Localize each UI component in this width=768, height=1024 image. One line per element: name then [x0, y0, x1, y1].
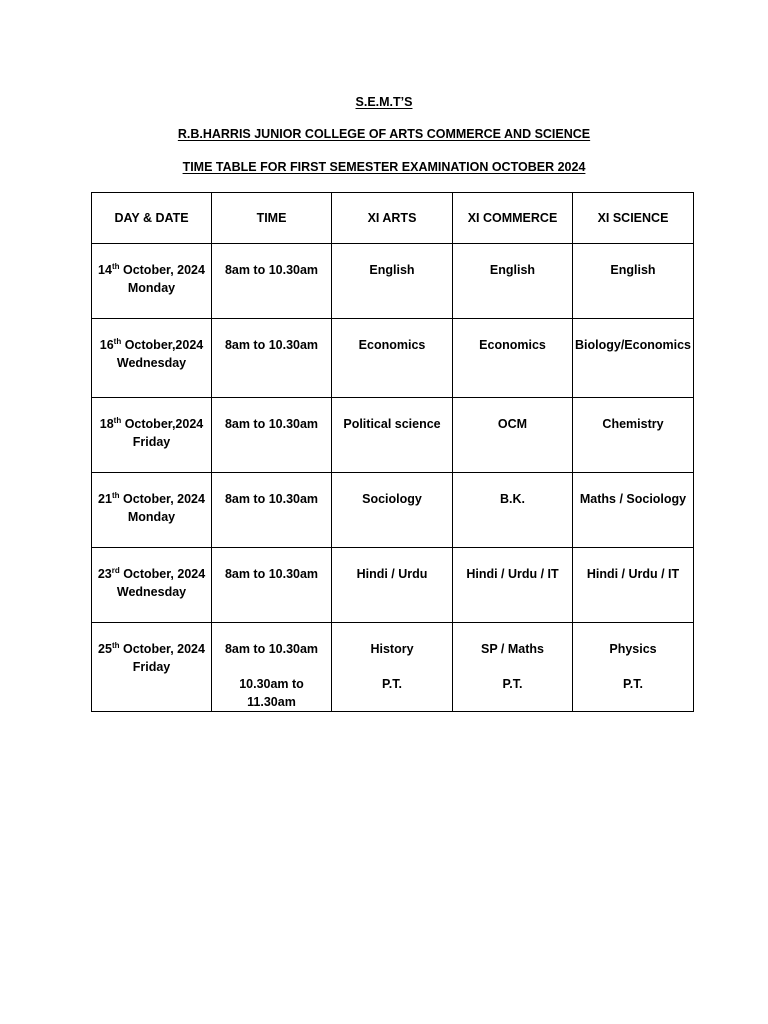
weekday-text: Friday	[132, 660, 171, 674]
commerce-subject-cell: SP / Maths P.T.	[453, 623, 573, 712]
arts-subject-cell: Economics	[332, 319, 453, 398]
weekday-text: Wednesday	[116, 585, 187, 599]
weekday-text: Monday	[127, 510, 176, 524]
science-subject-cell: Hindi / Urdu / IT	[573, 548, 694, 623]
commerce-subject-cell: Economics	[453, 319, 573, 398]
column-header-xi-arts: XI ARTS	[332, 193, 453, 244]
column-header-xi-commerce: XI COMMERCE	[453, 193, 573, 244]
date-text: 23rd October, 2024	[97, 565, 206, 581]
column-header-day-date: DAY & DATE	[92, 193, 212, 244]
date-cell	[92, 398, 212, 473]
date-text: 25th October, 2024	[98, 640, 205, 656]
science-subject-cell: Maths / Sociology	[573, 473, 694, 548]
date-text: 21th October, 2024	[98, 490, 205, 506]
time-cell: 8am to 10.30am	[212, 398, 332, 473]
table-row	[92, 244, 694, 319]
time-cell: 8am to 10.30am 10.30am to 11.30am	[212, 623, 332, 712]
commerce-subject-cell: English	[453, 244, 573, 319]
time-cell: 8am to 10.30am	[212, 548, 332, 623]
column-header-xi-science: XI SCIENCE	[573, 193, 694, 244]
commerce-subject-cell: Hindi / Urdu / IT	[453, 548, 573, 623]
science-subject-cell: Physics P.T.	[573, 623, 694, 712]
weekday-text: Monday	[127, 281, 176, 295]
table-row	[92, 623, 694, 712]
institution-short-name: S.E.M.T’S	[355, 95, 413, 109]
table-header-row	[92, 193, 694, 244]
science-subject-cell: Chemistry	[573, 398, 694, 473]
date-text: 16th October,2024	[99, 336, 204, 352]
commerce-subject-cell: B.K.	[453, 473, 573, 548]
time-cell: 8am to 10.30am	[212, 319, 332, 398]
date-cell	[92, 319, 212, 398]
science-subject-cell: Biology/Economics	[573, 319, 694, 398]
date-cell	[92, 473, 212, 548]
arts-subject-cell: Sociology	[332, 473, 453, 548]
table-row	[92, 473, 694, 548]
science-subject-cell: English	[573, 244, 694, 319]
date-cell	[92, 623, 212, 712]
timetable-title: TIME TABLE FOR FIRST SEMESTER EXAMINATION OCTOBER 2024	[182, 160, 586, 174]
arts-subject-cell: Hindi / Urdu	[332, 548, 453, 623]
arts-subject-cell: History P.T.	[332, 623, 453, 712]
date-cell	[92, 244, 212, 319]
date-text: 18th October,2024	[99, 415, 204, 431]
table-row	[92, 548, 694, 623]
commerce-subject-cell: OCM	[453, 398, 573, 473]
weekday-text: Wednesday	[116, 356, 187, 370]
date-text: 14th October, 2024	[98, 261, 205, 277]
table-row	[92, 398, 694, 473]
time-cell: 8am to 10.30am	[212, 244, 332, 319]
arts-subject-cell: Political science	[332, 398, 453, 473]
weekday-text: Friday	[132, 435, 171, 449]
exam-timetable	[91, 192, 694, 712]
column-header-time: TIME	[212, 193, 332, 244]
time-cell: 8am to 10.30am	[212, 473, 332, 548]
table-row	[92, 319, 694, 398]
date-cell	[92, 548, 212, 623]
college-name: R.B.HARRIS JUNIOR COLLEGE OF ARTS COMMERCE AND SCIENCE	[177, 127, 591, 141]
arts-subject-cell: English	[332, 244, 453, 319]
